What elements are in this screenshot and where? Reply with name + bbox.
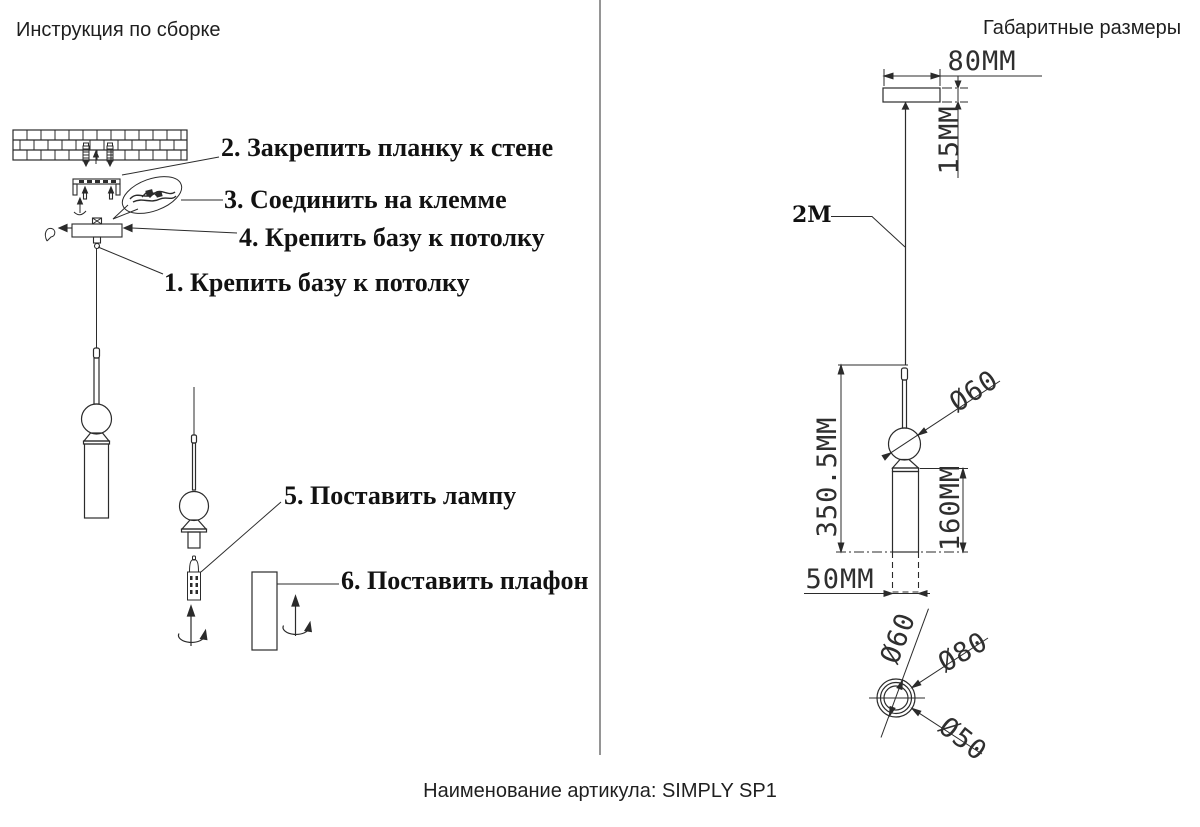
leader-2m (831, 217, 905, 248)
dim-fixture-height: 350.5MM (811, 416, 843, 538)
dim-canopy-width: 80MM (947, 46, 1017, 77)
hook-symbol (45, 228, 54, 241)
step-label-fix-base-1: 1. Крепить базу к потолку (164, 268, 470, 297)
led-bulb-drawing (188, 556, 201, 600)
pendant-complete-drawing (82, 248, 112, 518)
brick-wall-drawing (13, 130, 187, 160)
twist-symbol (74, 198, 86, 215)
terminal-bubble-drawing (113, 169, 187, 220)
dim-cable-length: 2M (792, 202, 832, 228)
dim-bottom-canopy-diameter: Ø80 (932, 625, 994, 679)
pendant-socket-drawing (180, 387, 209, 548)
step-label-connect-terminal: 3. Соединить на клемме (224, 185, 507, 214)
screw-in-arrow-shade (283, 596, 311, 636)
screw-in-arrow-bulb (179, 606, 207, 646)
article-caption: Наименование артикула: SIMPLY SP1 (423, 780, 777, 802)
right-panel-title: Габаритные размеры (983, 17, 1182, 39)
mounting-bracket-drawing (73, 179, 120, 199)
left-panel-title: Инструкция по сборке (16, 19, 221, 41)
shade-cylinder-drawing (252, 572, 277, 650)
step-label-fix-base-4: 4. Крепить базу к потолку (239, 223, 545, 252)
wall-anchors-drawing (83, 143, 113, 166)
dim-canopy-height: 15MM (933, 105, 965, 175)
step-label-install-shade: 6. Поставить плафон (341, 566, 589, 595)
canopy-drawing (883, 88, 940, 109)
dim-bottom-shade-diameter: Ø50 (933, 710, 993, 768)
step-label-install-bulb: 5. Поставить лампу (284, 481, 517, 510)
dim-shade-height: 160MM (934, 464, 966, 552)
base-plate-drawing (45, 218, 132, 249)
dim-shade-width: 50MM (805, 564, 875, 595)
leader-lines-left (98, 157, 339, 584)
step-label-attach-bracket: 2. Закрепить планку к стене (221, 133, 554, 162)
dim-sphere-diameter: Ø60 (943, 363, 1005, 419)
dim-bottom-sphere-diameter: Ø60 (874, 608, 922, 668)
pendant-dimension-figure (889, 368, 921, 592)
